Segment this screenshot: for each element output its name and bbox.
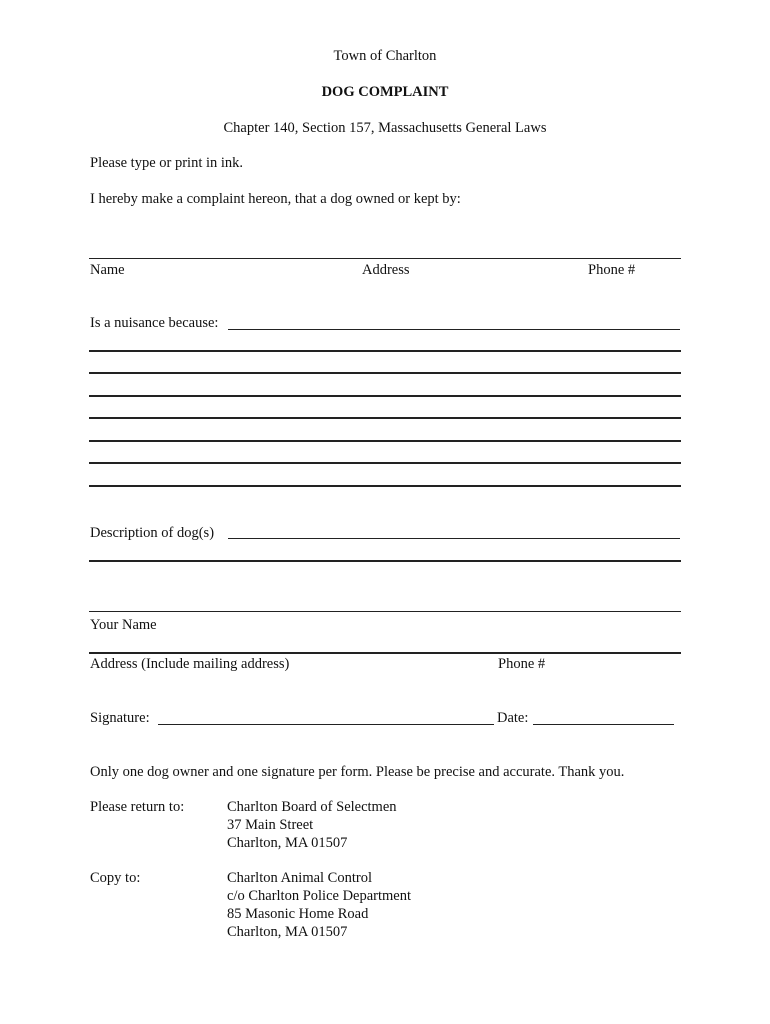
nuisance-line[interactable] [89,372,681,374]
form-note: Only one dog owner and one signature per form. Please be precise and accurate. Thank you. [90,764,625,780]
copy-address-line: Charlton Animal Control [227,870,372,886]
nuisance-label: Is a nuisance because: [90,315,219,331]
town-name: Town of Charlton [333,48,437,64]
return-to-label: Please return to: [90,799,185,815]
description-line[interactable] [89,560,681,562]
nuisance-line[interactable] [89,417,681,419]
nuisance-line[interactable] [89,440,681,442]
date-label: Date: [497,710,529,726]
complaint-statement: I hereby make a complaint hereon, that a dog owned or kept by: [90,191,461,207]
nuisance-line[interactable] [89,395,681,397]
description-field-line[interactable] [228,538,680,539]
copy-to-label: Copy to: [90,870,141,886]
form-title: DOG COMPLAINT [321,84,449,100]
nuisance-line[interactable] [89,462,681,464]
your-name-label: Your Name [90,617,157,633]
your-name-line[interactable] [89,611,681,612]
description-label: Description of dog(s) [90,525,215,541]
nuisance-line[interactable] [89,485,681,487]
ink-instruction: Please type or print in ink. [90,155,244,171]
copy-address-line: 85 Masonic Home Road [227,906,369,922]
return-address-line: Charlton Board of Selectmen [227,799,397,815]
statute-reference: Chapter 140, Section 157, Massachusetts General Laws [223,120,547,136]
return-address-line: 37 Main Street [227,817,314,833]
return-address-line: Charlton, MA 01507 [227,835,348,851]
copy-address-line: c/o Charlton Police Department [227,888,412,904]
owner-address-label: Address [362,262,410,278]
owner-name-label: Name [90,262,125,278]
copy-address-line: Charlton, MA 01507 [227,924,348,940]
owner-info-line[interactable] [89,258,681,259]
complainant-address-label: Address (Include mailing address) [90,656,290,672]
complainant-phone-label: Phone # [498,656,546,672]
nuisance-field-line[interactable] [228,329,680,330]
date-field-line[interactable] [533,724,674,725]
complainant-address-line[interactable] [89,652,681,654]
signature-field-line[interactable] [158,724,494,725]
signature-label: Signature: [90,710,150,726]
nuisance-line[interactable] [89,350,681,352]
owner-phone-label: Phone # [588,262,636,278]
